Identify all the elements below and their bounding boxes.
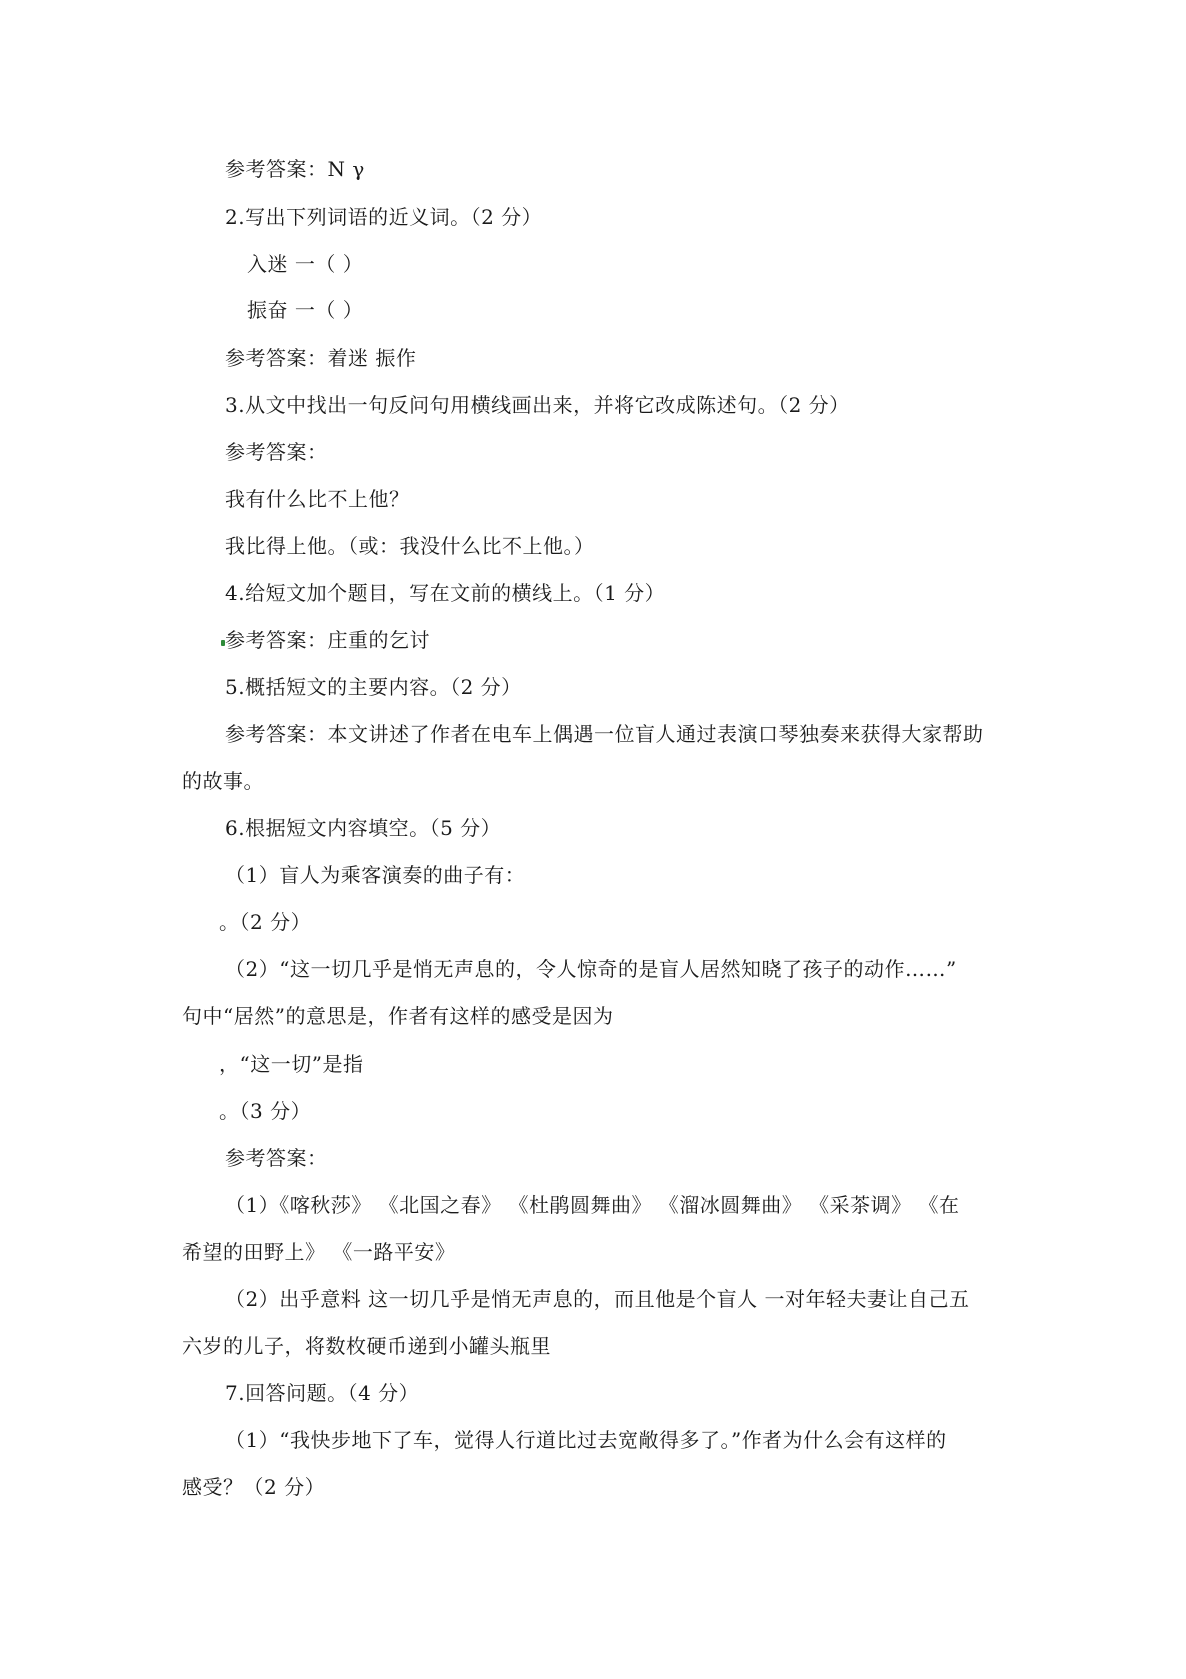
question-5: 5.概括短文的主要内容。（2 分） xyxy=(225,675,522,699)
question-6-part-2-cont: 句中“居然”的意思是，作者有这样的感受是因为 xyxy=(182,1004,614,1028)
question-3: 3.从文中找出一句反问句用横线画出来，并将它改成陈述句。（2 分） xyxy=(225,393,850,417)
answer-6-part-1-cont: 希望的田野上》 《一路平安》 xyxy=(182,1240,456,1264)
answer-line-5-cont: 的故事。 xyxy=(182,769,264,793)
answer-3-sentence-2: 我比得上他。（或：我没什么比不上他。） xyxy=(225,534,595,558)
answer-line-2: 参考答案：着迷 振作 xyxy=(225,346,417,370)
synonym-item-2: 振奋 一（ ） xyxy=(247,298,364,322)
answer-label-6: 参考答案： xyxy=(225,1146,328,1170)
answer-line-4: 参考答案：庄重的乞讨 xyxy=(225,628,430,652)
question-6-part-1: （1）盲人为乘客演奏的曲子有： xyxy=(225,863,526,887)
answer-3-sentence-1: 我有什么比不上他？ xyxy=(225,487,410,511)
question-6: 6.根据短文内容填空。（5 分） xyxy=(225,816,502,840)
question-7: 7.回答问题。（4 分） xyxy=(225,1381,420,1405)
answer-line-5: 参考答案：本文讲述了作者在电车上偶遇一位盲人通过表演口琴独奏来获得大家帮助 xyxy=(225,722,984,746)
answer-line-1: 参考答案：N γ xyxy=(225,157,365,181)
answer-6-part-1: （1）《喀秋莎》 《北国之春》 《杜鹃圆舞曲》 《溜冰圆舞曲》 《采茶调》 《在 xyxy=(225,1193,960,1217)
question-4: 4.给短文加个题目，写在文前的横线上。（1 分） xyxy=(225,581,666,605)
question-2: 2.写出下列词语的近义词。（2 分） xyxy=(225,205,543,229)
question-6-part-2-blank: ，“这一切”是指 xyxy=(219,1052,364,1076)
synonym-item-1: 入迷 一（ ） xyxy=(247,252,364,276)
question-6-part-2-score: 。（3 分） xyxy=(219,1099,312,1123)
question-6-part-1-score: 。（2 分） xyxy=(219,910,312,934)
question-7-part-1-cont: 感受？（2 分） xyxy=(182,1475,326,1499)
answer-label-3: 参考答案： xyxy=(225,440,328,464)
question-6-part-2: （2）“这一切几乎是悄无声息的，令人惊奇的是盲人居然知晓了孩子的动作……” xyxy=(225,957,957,981)
answer-6-part-2-cont: 六岁的儿子，将数枚硬币递到小罐头瓶里 xyxy=(182,1334,551,1358)
answer-6-part-2: （2）出乎意料 这一切几乎是悄无声息的，而且他是个盲人 一对年轻夫妻让自己五 xyxy=(225,1287,970,1311)
question-7-part-1: （1）“我快步地下了车，觉得人行道比过去宽敞得多了。”作者为什么会有这样的 xyxy=(225,1428,947,1452)
